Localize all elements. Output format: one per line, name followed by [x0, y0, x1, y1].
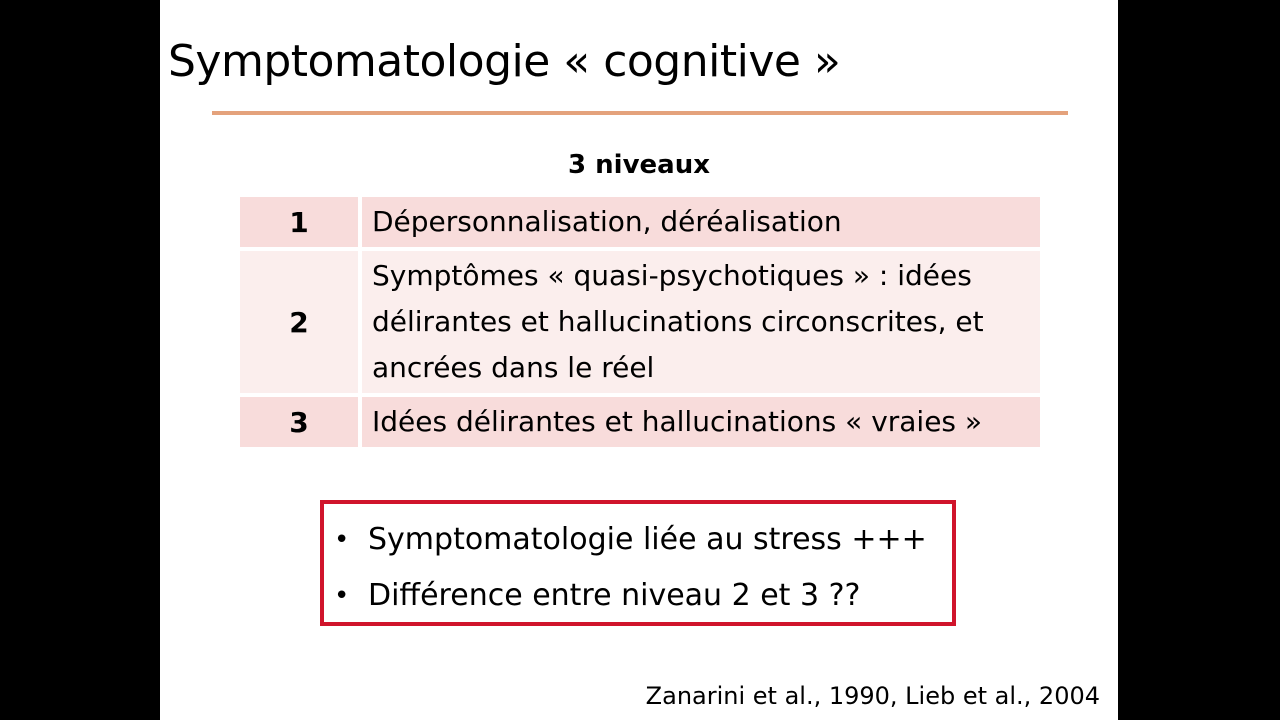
title-underline [212, 111, 1068, 115]
level-description: Symptômes « quasi-psychotiques » : idées délirantes et hallucinations circonscrites, et ancrées dans le réel [360, 249, 1042, 395]
citation: Zanarini et al., 1990, Lieb et al., 2004 [645, 682, 1100, 710]
level-description: Dépersonnalisation, déréalisation [360, 195, 1042, 249]
bullet-icon: • [334, 525, 350, 555]
list-item [334, 512, 952, 568]
table-row [238, 395, 1042, 449]
level-number: 1 [238, 195, 360, 249]
levels-table [236, 193, 1044, 451]
level-description: Idées délirantes et hallucinations « vraies » [360, 395, 1042, 449]
level-number: 2 [238, 249, 360, 395]
note-text: Symptomatologie liée au stress +++ [368, 522, 927, 557]
notes-box [320, 500, 956, 626]
table-heading: 3 niveaux [568, 150, 710, 180]
table-row [238, 249, 1042, 395]
slide [160, 0, 1118, 720]
bullet-icon: • [334, 581, 350, 611]
note-text: Différence entre niveau 2 et 3 ?? [368, 578, 861, 613]
slide-title: Symptomatologie « cognitive » [168, 36, 841, 87]
list-item [334, 568, 952, 624]
table-row [238, 195, 1042, 249]
level-number: 3 [238, 395, 360, 449]
notes-list [324, 504, 952, 624]
